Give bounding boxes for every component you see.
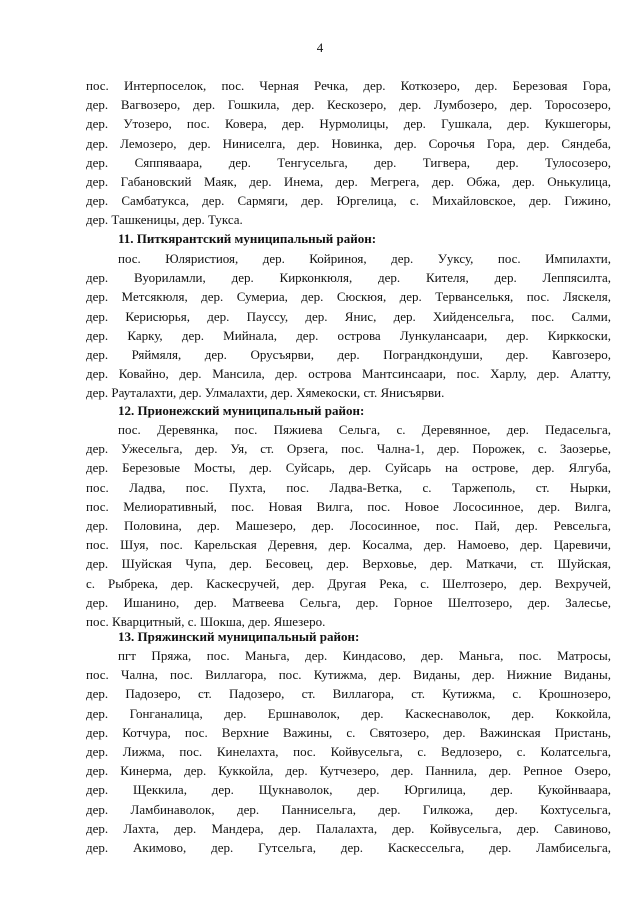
text-line: дер. Ужесельга, дер. Уя, ст. Орзега, пос. Чална-1, дер. Порожек, с. Заозерье, <box>86 441 611 457</box>
text-line: дер. Ряймяля, дер. Орусъярви, дер. Пограндкондуши, дер. Кавгозеро, <box>86 346 611 362</box>
section-paragraph-11 <box>86 249 611 403</box>
section-heading-11: 11. Питкярантский муниципальный район: <box>118 231 377 246</box>
text-line: дер. Самбатукса, дер. Сармяги, дер. Юргелица, с. Михайловское, дер. Гижино, <box>86 193 611 209</box>
section-heading-13: 13. Пряжинский муниципальный район: <box>118 629 360 644</box>
text-line: пос. Юляристиоя, дер. Койриноя, дер. Ууксу, пос. Импилахти, <box>118 251 611 266</box>
text-line: пос. Ладва, пос. Пухта, пос. Ладва-Ветка, с. Таржеполь, ст. Нырки, <box>86 479 611 495</box>
text-line: дер. Ташкеницы, дер. Тукса. <box>86 212 243 228</box>
text-line: пгт Пряжа, пос. Маньга, дер. Киндасово, дер. Маньга, пос. Матросы, <box>118 648 611 663</box>
page-number: 4 <box>316 40 324 55</box>
text-line: дер. Шуйская Чупа, дер. Бесовец, дер. Верховье, дер. Маткачи, ст. Шуйская, <box>86 556 611 572</box>
text-line: с. Рыбрека, дер. Каскесручей, дер. Другая Река, с. Шелтозеро, дер. Вехручей, <box>86 575 611 591</box>
text-line: дер. Утозеро, пос. Ковера, дер. Нурмолицы, дер. Гушкала, дер. Кукшегоры, <box>86 116 611 132</box>
text-line: дер. Ковайно, дер. Мансила, дер. острова Мантсинсаари, пос. Харлу, дер. Алатту, <box>86 366 611 382</box>
text-line: дер. Гонганалица, дер. Ершнаволок, дер. Каскеснаволок, дер. Коккойла, <box>86 705 611 721</box>
section-paragraph-13 <box>86 646 611 857</box>
text-line: дер. Котчура, пос. Верхние Важины, с. Святозеро, дер. Важинская Пристань, <box>86 724 611 740</box>
text-line: пос. Мелиоративный, пос. Новая Вилга, пос. Новое Лососинное, дер. Вилга, <box>86 498 611 514</box>
text-line: дер. Сяппявaара, дер. Тенгусельга, дер. Тигвера, дер. Тулосозеро, <box>86 154 611 170</box>
text-line: дер. Лижма, пос. Кинелахта, пос. Койвусельга, с. Ведлозеро, с. Колатсельга, <box>86 743 611 759</box>
text-line: дер. Лемозеро, дер. Ниниселга, дер. Новинка, дер. Сорочья Гора, дер. Сяндеба, <box>86 135 611 151</box>
text-line: пос. Чална, пос. Виллагора, пос. Кутижма, дер. Виданы, дер. Нижние Виданы, <box>86 667 611 683</box>
text-line: дер. Ламбинаволок, дер. Паннисельга, дер. Гилкожа, дер. Кохтусельга, <box>86 801 611 817</box>
text-line: дер. Вагвозеро, дер. Гошкила, дер. Кескозеро, дер. Лумбозеро, дер. Торосозеро, <box>86 97 611 113</box>
text-line: пос. Кварцитный, с. Шокша, дер. Яшезеро. <box>86 613 326 629</box>
text-line: дер. Габановский Маяк, дер. Инема, дер. Мегрега, дер. Обжа, дер. Онькулица, <box>86 173 611 189</box>
text-line: дер. Березовые Мосты, дер. Суйсарь, дер. Суйсарь на острове, дер. Ялгуба, <box>86 460 611 476</box>
text-line: дер. Щеккила, дер. Щукнаволок, дер. Юргилица, дер. Кукойнваара, <box>86 782 611 798</box>
text-line: дер. Карку, дер. Мийнала, дер. острова Лункулансаари, дер. Кирккоски, <box>86 327 611 343</box>
text-line: дер. Вуориламли, дер. Кирконкюля, дер. Кителя, дер. Леппясилта, <box>86 270 611 286</box>
text-line: дер. Половина, дер. Машезеро, дер. Лососинное, пос. Пай, дер. Ревсельга, <box>86 517 611 533</box>
intro-paragraph <box>86 76 611 230</box>
text-line: дер. Лахта, дер. Мандера, дер. Палалахта, дер. Койвусельга, дер. Савиново, <box>86 820 611 836</box>
text-line: пос. Шуя, пос. Карельская Деревня, дер. Косалма, дер. Намоево, дер. Царевичи, <box>86 537 611 553</box>
text-line: пос. Интерпоселок, пос. Черная Речка, дер. Коткозеро, дер. Березовая Гора, <box>86 78 611 93</box>
text-line: дер. Акимово, дер. Гутсельга, дер. Каскессельга, дер. Ламбисельга, <box>86 839 611 855</box>
text-line: пос. Деревянка, пос. Пяжиева Сельга, с. Деревянное, дер. Педасельга, <box>118 422 611 437</box>
text-line: дер. Ишанино, дер. Матвеева Сельга, дер. Горное Шелтозеро, дер. Залесье, <box>86 594 611 610</box>
text-line: дер. Кинерма, дер. Куккойла, дер. Кутчезеро, дер. Паннила, дер. Репное Озеро, <box>86 763 611 779</box>
text-line: дер. Метсякюля, дер. Сумериа, дер. Сюскюя, дер. Терванселькя, пос. Ляскеля, <box>86 289 611 305</box>
text-line: дер. Падозеро, ст. Падозеро, ст. Виллагора, ст. Кутижма, с. Крошнозеро, <box>86 686 611 702</box>
section-paragraph-12 <box>86 420 611 631</box>
text-line: дер. Рауталахти, дер. Улмалахти, дер. Хямекоски, ст. Янисъярви. <box>86 385 445 401</box>
text-line: дер. Керисюрья, дер. Паyссу, дер. Янис, дер. Хийденсельга, пос. Салми, <box>86 308 611 324</box>
section-heading-12: 12. Прионежский муниципальный район: <box>118 403 365 418</box>
